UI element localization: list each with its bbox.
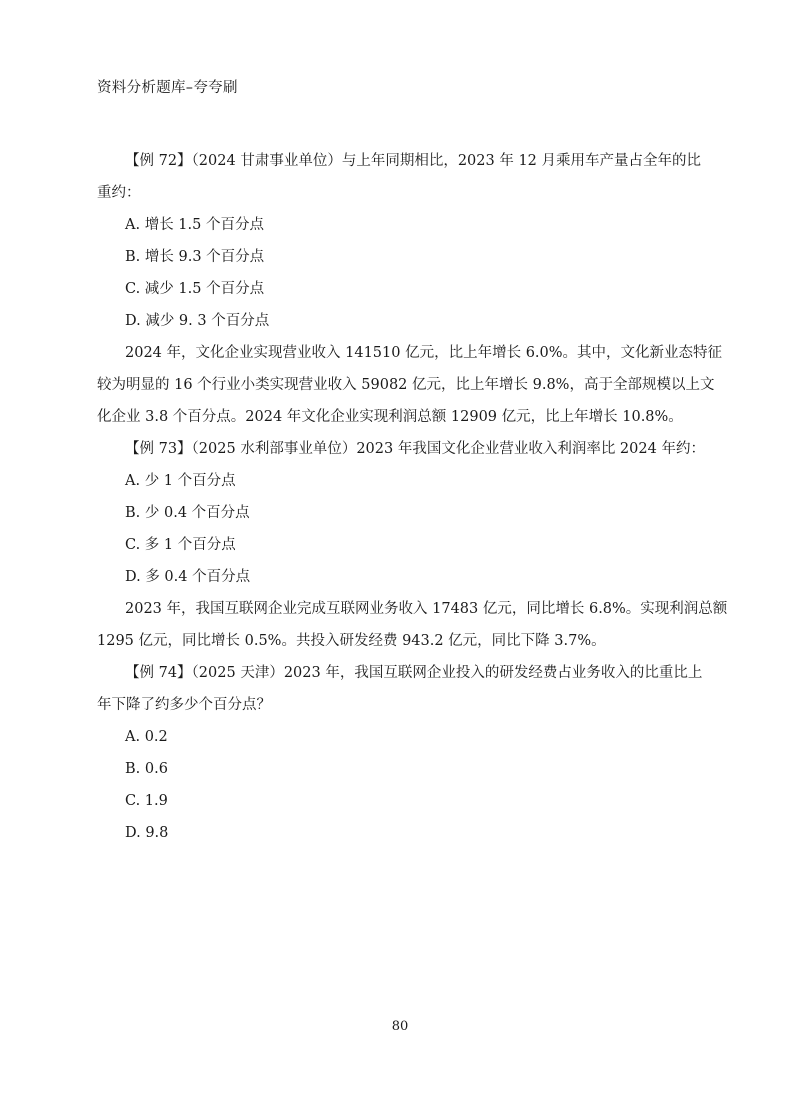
question-74-option-c: C. 1.9 <box>125 793 168 809</box>
material-1-line-1: 2024 年，文化企业实现营业收入 141510 亿元，比上年增长 6.0%。其中，文化新业态特征 <box>125 345 723 361</box>
material-1-line-3: 化企业 3.8 个百分点。2024 年文化企业实现利润总额 12909 亿元，比上年增长 10.8%。 <box>97 409 683 425</box>
page-content <box>97 145 728 849</box>
material-2-line-2: 1295 亿元，同比增长 0.5%。共投入研发经费 943.2 亿元，同比下降 3.7%。 <box>97 633 606 649</box>
question-74-option-a: A. 0.2 <box>125 729 168 745</box>
question-74 <box>97 657 709 849</box>
question-73-line-1: 【例 73】（2025 水利部事业单位）2023 年我国文化企业营业收入利润率比 2024 年约： <box>125 441 705 457</box>
question-74-line-1: 【例 74】（2025 天津）2023 年，我国互联网企业投入的研发经费占业务收入的比重比上 <box>125 665 703 681</box>
material-1-line-2: 较为明显的 16 个行业小类实现营业收入 59082 亿元，比上年增长 9.8%，高于全部规模以上文 <box>97 377 715 393</box>
question-72-option-d: D. 减少 9. 3 个百分点 <box>125 313 270 329</box>
question-74-option-b: B. 0.6 <box>125 761 168 777</box>
page-number: 80 <box>391 1019 409 1034</box>
question-73 <box>97 433 709 593</box>
material-paragraph-1 <box>97 337 723 433</box>
question-72 <box>97 145 709 337</box>
question-72-line-2: 重约： <box>97 185 141 201</box>
question-72-option-a: A. 增长 1.5 个百分点 <box>125 217 264 233</box>
question-74-option-d: D. 9.8 <box>125 825 169 841</box>
question-73-option-b: B. 少 0.4 个百分点 <box>125 505 250 521</box>
page-header: 资料分析题库–夸夸刷 <box>97 80 238 96</box>
question-72-option-b: B. 增长 9.3 个百分点 <box>125 249 265 265</box>
question-72-line-1: 【例 72】（2024 甘肃事业单位）与上年同期相比，2023 年 12 月乘用车产量占全年的比 <box>125 153 701 169</box>
question-73-option-a: A. 少 1 个百分点 <box>125 473 236 489</box>
material-paragraph-2 <box>97 593 728 657</box>
question-72-option-c: C. 减少 1.5 个百分点 <box>125 281 265 297</box>
question-73-option-d: D. 多 0.4 个百分点 <box>125 569 251 585</box>
question-74-line-2: 年下降了约多少个百分点？ <box>97 697 271 713</box>
question-73-option-c: C. 多 1 个百分点 <box>125 537 236 553</box>
material-2-line-1: 2023 年，我国互联网企业完成互联网业务收入 17483 亿元，同比增长 6.8%。实现利润总额 <box>125 601 728 617</box>
